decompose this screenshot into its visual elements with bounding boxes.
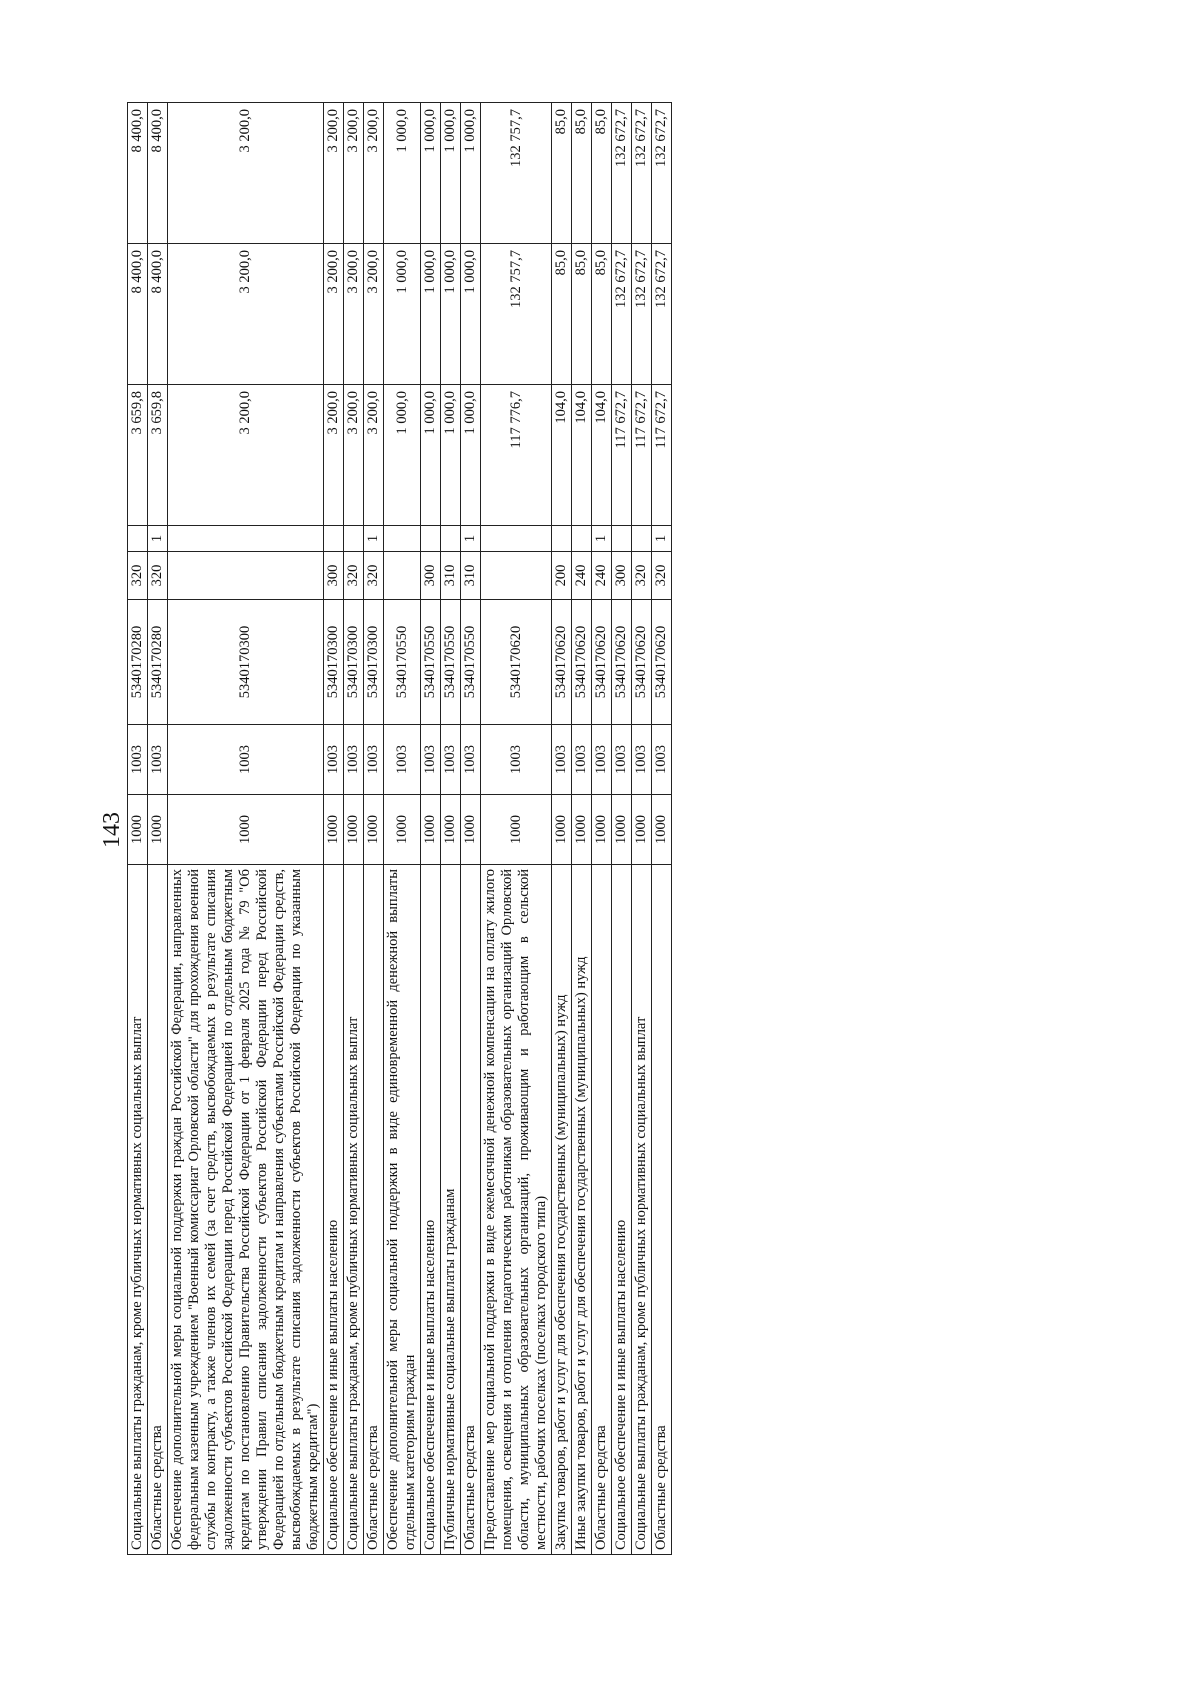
- subsection-code: 1003: [572, 725, 592, 795]
- amount-year-1: 117 776,7: [481, 385, 552, 526]
- amount-year-2: 85,0: [572, 244, 592, 385]
- amount-year-3: 8 400,0: [128, 103, 148, 244]
- row-description: Социальное обеспечение и иные выплаты населению: [612, 865, 632, 1555]
- target-article-code: 5340170550: [384, 600, 421, 725]
- amount-year-2: 1 000,0: [421, 244, 441, 385]
- section-code: 1000: [421, 795, 441, 865]
- amount-year-1: 117 672,7: [612, 385, 632, 526]
- section-code: 1000: [461, 795, 481, 865]
- row-description: Социальное обеспечение и иные выплаты населению: [324, 865, 344, 1555]
- row-description: Социальные выплаты гражданам, кроме публичных нормативных социальных выплат: [128, 865, 148, 1555]
- subsection-code: 1003: [421, 725, 441, 795]
- amount-year-3: 3 200,0: [168, 103, 324, 244]
- subsection-code: 1003: [344, 725, 364, 795]
- amount-year-2: 8 400,0: [148, 244, 168, 385]
- row-description: Обеспечение дополнительной меры социальной поддержки в виде единовременной денежной выплаты отдельным категориям граждан: [384, 865, 421, 1555]
- expense-type-code: 320: [128, 552, 148, 600]
- subsection-code: 1003: [128, 725, 148, 795]
- subsection-code: 1003: [441, 725, 461, 795]
- amount-year-1: 1 000,0: [441, 385, 461, 526]
- amount-year-1: 1 000,0: [461, 385, 481, 526]
- target-article-code: 5340170300: [364, 600, 384, 725]
- table-row: [612, 103, 632, 1555]
- funding-source-flag: [632, 526, 652, 552]
- amount-year-1: 117 672,7: [632, 385, 652, 526]
- target-article-code: 5340170620: [652, 600, 672, 725]
- table-row: [572, 103, 592, 1555]
- amount-year-3: 85,0: [572, 103, 592, 244]
- section-code: 1000: [652, 795, 672, 865]
- target-article-code: 5340170300: [324, 600, 344, 725]
- funding-source-flag: 1: [461, 526, 481, 552]
- section-code: 1000: [481, 795, 552, 865]
- amount-year-1: 3 659,8: [128, 385, 148, 526]
- row-description: Социальное обеспечение и иные выплаты населению: [421, 865, 441, 1555]
- table-row: [481, 103, 552, 1555]
- target-article-code: 5340170300: [168, 600, 324, 725]
- row-description: Областные средства: [461, 865, 481, 1555]
- target-article-code: 5340170280: [128, 600, 148, 725]
- amount-year-2: 3 200,0: [324, 244, 344, 385]
- subsection-code: 1003: [632, 725, 652, 795]
- funding-source-flag: [128, 526, 148, 552]
- amount-year-2: 85,0: [592, 244, 612, 385]
- subsection-code: 1003: [148, 725, 168, 795]
- target-article-code: 5340170620: [481, 600, 552, 725]
- amount-year-2: 8 400,0: [128, 244, 148, 385]
- amount-year-2: 132 757,7: [481, 244, 552, 385]
- expense-type-code: 300: [421, 552, 441, 600]
- expense-type-code: [384, 552, 421, 600]
- row-description: Социальные выплаты гражданам, кроме публичных нормативных социальных выплат: [344, 865, 364, 1555]
- row-description: Предоставление мер социальной поддержки в виде ежемесячной денежной компенсации на оплату жилого помещения, освещения и отопления педагогическим работникам образовательных организаций Орловской области, муниципальных образовательных организаций, проживающим и работающим в сельской местности, рабочих поселках (поселках городского типа): [481, 865, 552, 1555]
- funding-source-flag: [384, 526, 421, 552]
- funding-source-flag: [441, 526, 461, 552]
- section-code: 1000: [364, 795, 384, 865]
- funding-source-flag: [324, 526, 344, 552]
- amount-year-3: 3 200,0: [364, 103, 384, 244]
- funding-source-flag: [481, 526, 552, 552]
- target-article-code: 5340170620: [612, 600, 632, 725]
- section-code: 1000: [324, 795, 344, 865]
- amount-year-1: 3 200,0: [344, 385, 364, 526]
- amount-year-1: 3 200,0: [168, 385, 324, 526]
- funding-source-flag: [612, 526, 632, 552]
- expense-type-code: 310: [441, 552, 461, 600]
- amount-year-3: 1 000,0: [461, 103, 481, 244]
- section-code: 1000: [572, 795, 592, 865]
- amount-year-3: 1 000,0: [384, 103, 421, 244]
- expense-type-code: 200: [552, 552, 572, 600]
- row-description: Областные средства: [592, 865, 612, 1555]
- target-article-code: 5340170550: [461, 600, 481, 725]
- section-code: 1000: [441, 795, 461, 865]
- table-row: [128, 103, 148, 1555]
- section-code: 1000: [128, 795, 148, 865]
- amount-year-3: 8 400,0: [148, 103, 168, 244]
- expense-type-code: 300: [612, 552, 632, 600]
- section-code: 1000: [384, 795, 421, 865]
- target-article-code: 5340170620: [552, 600, 572, 725]
- subsection-code: 1003: [592, 725, 612, 795]
- row-description: Иные закупки товаров, работ и услуг для обеспечения государственных (муниципальных) нужд: [572, 865, 592, 1555]
- funding-source-flag: [572, 526, 592, 552]
- amount-year-1: 3 659,8: [148, 385, 168, 526]
- amount-year-3: 1 000,0: [421, 103, 441, 244]
- amount-year-2: 132 672,7: [652, 244, 672, 385]
- amount-year-1: 3 200,0: [324, 385, 344, 526]
- amount-year-2: 3 200,0: [168, 244, 324, 385]
- target-article-code: 5340170280: [148, 600, 168, 725]
- amount-year-1: 3 200,0: [364, 385, 384, 526]
- subsection-code: 1003: [364, 725, 384, 795]
- subsection-code: 1003: [168, 725, 324, 795]
- row-description: Обеспечение дополнительной меры социальной поддержки граждан Российской Федерации, направленных федеральным казенным учреждением "Военный комиссариат Орловской области" для прохождения военной службы по контракту, а также членов их семей (за счет средств, высвобождаемых в результате списания задолженности субъектов Российской Федерации перед Российской Федерацией по отдельным бюджетным кредитам по постановлению Правительства Российской Федерации от 1 февраля 2025 года № 79 "Об утверждении Правил списания задолженности субъектов Российской Федерации перед Российской Федерацией по отдельным бюджетным кредитам и направления субъектами Российской Федерации средств, высвобождаемых в результате списания задолженности субъектов Российской Федерации по указанным бюджетным кредитам"): [168, 865, 324, 1555]
- funding-source-flag: 1: [652, 526, 672, 552]
- amount-year-2: 85,0: [552, 244, 572, 385]
- subsection-code: 1003: [552, 725, 572, 795]
- amount-year-3: 132 672,7: [612, 103, 632, 244]
- table-row: [441, 103, 461, 1555]
- table-row: [421, 103, 441, 1555]
- funding-source-flag: 1: [148, 526, 168, 552]
- table-row: [384, 103, 421, 1555]
- subsection-code: 1003: [384, 725, 421, 795]
- section-code: 1000: [344, 795, 364, 865]
- amount-year-2: 3 200,0: [344, 244, 364, 385]
- expense-type-code: 320: [652, 552, 672, 600]
- amount-year-1: 1 000,0: [384, 385, 421, 526]
- table-row: [461, 103, 481, 1555]
- table-row: [324, 103, 344, 1555]
- table-row: [344, 103, 364, 1555]
- amount-year-2: 1 000,0: [384, 244, 421, 385]
- section-code: 1000: [592, 795, 612, 865]
- target-article-code: 5340170620: [572, 600, 592, 725]
- section-code: 1000: [168, 795, 324, 865]
- table-row: [364, 103, 384, 1555]
- expense-type-code: [168, 552, 324, 600]
- funding-source-flag: [552, 526, 572, 552]
- subsection-code: 1003: [481, 725, 552, 795]
- table-body: [128, 103, 672, 1555]
- expense-type-code: 240: [592, 552, 612, 600]
- rotated-page-content: [127, 103, 1015, 1555]
- expense-type-code: 240: [572, 552, 592, 600]
- amount-year-3: 3 200,0: [324, 103, 344, 244]
- row-description: Областные средства: [148, 865, 168, 1555]
- amount-year-3: 132 672,7: [652, 103, 672, 244]
- expense-type-code: 320: [344, 552, 364, 600]
- row-description: Социальные выплаты гражданам, кроме публичных нормативных социальных выплат: [632, 865, 652, 1555]
- funding-source-flag: [344, 526, 364, 552]
- section-code: 1000: [632, 795, 652, 865]
- section-code: 1000: [612, 795, 632, 865]
- expense-type-code: 310: [461, 552, 481, 600]
- row-description: Публичные нормативные социальные выплаты гражданам: [441, 865, 461, 1555]
- table-row: [592, 103, 612, 1555]
- target-article-code: 5340170620: [632, 600, 652, 725]
- amount-year-2: 132 672,7: [632, 244, 652, 385]
- table-row: [168, 103, 324, 1555]
- section-code: 1000: [552, 795, 572, 865]
- amount-year-3: 3 200,0: [344, 103, 364, 244]
- amount-year-2: 1 000,0: [461, 244, 481, 385]
- expense-type-code: 300: [324, 552, 344, 600]
- amount-year-3: 132 672,7: [632, 103, 652, 244]
- page-number: 143: [99, 812, 125, 848]
- target-article-code: 5340170550: [441, 600, 461, 725]
- expense-type-code: 320: [148, 552, 168, 600]
- subsection-code: 1003: [612, 725, 632, 795]
- budget-table: [127, 102, 672, 1555]
- funding-source-flag: [421, 526, 441, 552]
- table-row: [632, 103, 652, 1555]
- amount-year-3: 85,0: [592, 103, 612, 244]
- subsection-code: 1003: [652, 725, 672, 795]
- amount-year-2: 132 672,7: [612, 244, 632, 385]
- funding-source-flag: 1: [364, 526, 384, 552]
- funding-source-flag: 1: [592, 526, 612, 552]
- amount-year-1: 117 672,7: [652, 385, 672, 526]
- amount-year-1: 104,0: [552, 385, 572, 526]
- section-code: 1000: [148, 795, 168, 865]
- row-description: Областные средства: [364, 865, 384, 1555]
- amount-year-3: 132 757,7: [481, 103, 552, 244]
- amount-year-2: 1 000,0: [441, 244, 461, 385]
- table-row: [652, 103, 672, 1555]
- expense-type-code: 320: [364, 552, 384, 600]
- target-article-code: 5340170620: [592, 600, 612, 725]
- amount-year-1: 104,0: [572, 385, 592, 526]
- subsection-code: 1003: [461, 725, 481, 795]
- funding-source-flag: [168, 526, 324, 552]
- amount-year-3: 1 000,0: [441, 103, 461, 244]
- expense-type-code: 320: [632, 552, 652, 600]
- row-description: Областные средства: [652, 865, 672, 1555]
- amount-year-2: 3 200,0: [364, 244, 384, 385]
- target-article-code: 5340170300: [344, 600, 364, 725]
- amount-year-1: 104,0: [592, 385, 612, 526]
- target-article-code: 5340170550: [421, 600, 441, 725]
- table-row: [148, 103, 168, 1555]
- expense-type-code: [481, 552, 552, 600]
- table-row: [552, 103, 572, 1555]
- subsection-code: 1003: [324, 725, 344, 795]
- amount-year-1: 1 000,0: [421, 385, 441, 526]
- amount-year-3: 85,0: [552, 103, 572, 244]
- row-description: Закупка товаров, работ и услуг для обеспечения государственных (муниципальных) нужд: [552, 865, 572, 1555]
